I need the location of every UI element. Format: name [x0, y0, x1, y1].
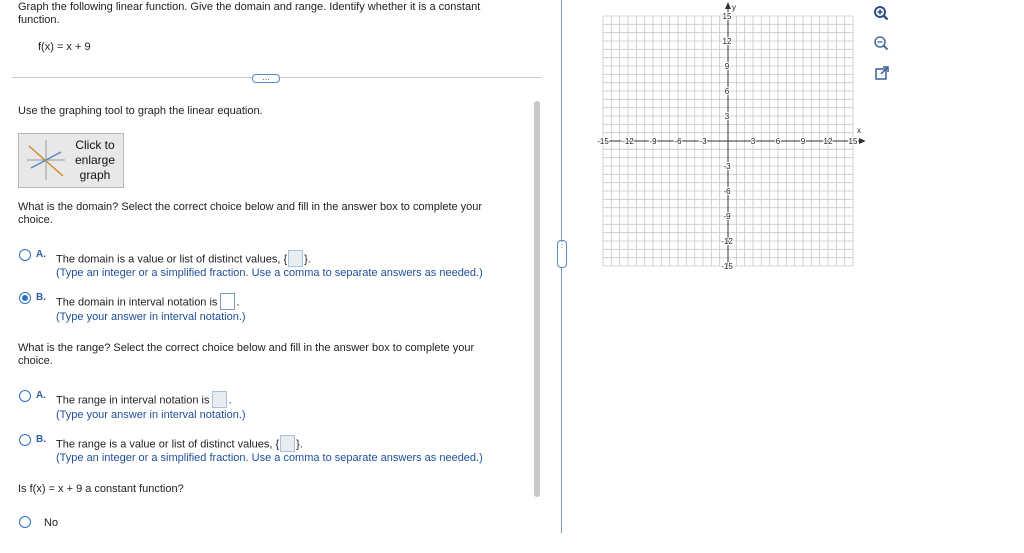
domain-option-b-hint: (Type your answer in interval notation.): [56, 311, 246, 323]
range-values-answer-box[interactable]: [280, 435, 295, 452]
range-option-b-text: The range is a value or list of distinct values, { }.: [56, 436, 303, 453]
y-tick-label: 9: [724, 62, 730, 71]
y-tick-label: -9: [723, 212, 731, 221]
y-tick-label: -6: [723, 187, 731, 196]
constant-option-no-radio[interactable]: [19, 516, 31, 528]
divider-ellipsis-handle[interactable]: ...: [252, 74, 280, 83]
x-tick-label: -9: [649, 137, 657, 146]
constant-question: Is f(x) = x + 9 a constant function?: [18, 483, 184, 495]
x-tick-label: 9: [800, 137, 806, 146]
y-axis-arrow: [725, 2, 731, 9]
domain-question: What is the domain? Select the correct choice below and fill in the answer box to complete your choice.: [18, 201, 483, 226]
domain-option-b-radio[interactable]: [19, 292, 31, 304]
x-tick-label: 6: [775, 137, 781, 146]
domain-option-a-hint: (Type an integer or a simplified fraction. Use a comma to separate answers as needed.): [56, 267, 483, 279]
coordinate-grid-graph[interactable]: [595, 0, 865, 275]
y-tick-label: -12: [721, 237, 733, 246]
range-option-a-letter: A.: [36, 390, 46, 401]
y-tick-label: 15: [722, 12, 732, 21]
range-option-a-text: The range in interval notation is .: [56, 392, 232, 409]
domain-option-a-radio[interactable]: [19, 249, 31, 261]
left-panel-scrollbar[interactable]: [534, 101, 540, 497]
x-tick-label: -3: [699, 137, 707, 146]
x-tick-label: -15: [597, 137, 609, 146]
range-interval-answer-box[interactable]: [212, 391, 227, 408]
x-tick-label: 12: [823, 137, 833, 146]
graph-instruction: Use the graphing tool to graph the linear equation.: [18, 105, 263, 117]
range-question: What is the range? Select the correct choice below and fill in the answer box to complete your choice.: [18, 342, 475, 367]
y-tick-label: -15: [721, 262, 733, 271]
y-tick-label: -3: [723, 162, 731, 171]
constant-option-no-label: No: [44, 517, 59, 529]
range-option-b-letter: B.: [36, 434, 46, 445]
splitter-handle[interactable]: ⋮: [557, 240, 567, 268]
x-tick-label: 15: [848, 137, 858, 146]
x-axis-arrow: [859, 138, 865, 144]
open-external-icon[interactable]: [874, 65, 890, 81]
domain-values-answer-box[interactable]: [288, 250, 303, 267]
y-tick-label: 12: [722, 37, 732, 46]
y-tick-label: 6: [724, 87, 730, 96]
enlarge-graph-button[interactable]: [18, 133, 124, 188]
domain-option-a-text: The domain is a value or list of distinct values, { }.: [56, 251, 311, 268]
zoom-out-icon[interactable]: [873, 35, 889, 51]
x-tick-label: 3: [750, 137, 756, 146]
question-prompt: Graph the following linear function. Give the domain and range. Identify whether it is a constant function.: [18, 1, 481, 26]
range-option-a-hint: (Type your answer in interval notation.): [56, 409, 246, 421]
x-tick-label: -6: [674, 137, 682, 146]
x-axis-label: x: [857, 126, 861, 135]
domain-option-b-letter: B.: [36, 292, 46, 303]
zoom-in-icon[interactable]: [873, 5, 889, 21]
function-expression: f(x) = x + 9: [38, 41, 91, 53]
range-option-a-radio[interactable]: [19, 390, 31, 402]
range-option-b-radio[interactable]: [19, 434, 31, 446]
range-option-b-hint: (Type an integer or a simplified fraction. Use a comma to separate answers as needed.): [56, 452, 483, 464]
domain-option-b-text: The domain in interval notation is .: [56, 294, 240, 311]
domain-interval-answer-box[interactable]: [220, 293, 235, 310]
y-axis-label: y: [732, 3, 736, 12]
x-tick-label: -12: [622, 137, 634, 146]
domain-option-a-letter: A.: [36, 249, 46, 260]
y-tick-label: 3: [724, 112, 730, 121]
enlarge-graph-label: Click to enlarge graph: [74, 138, 116, 182]
graph-thumbnail-icon: [25, 138, 67, 182]
